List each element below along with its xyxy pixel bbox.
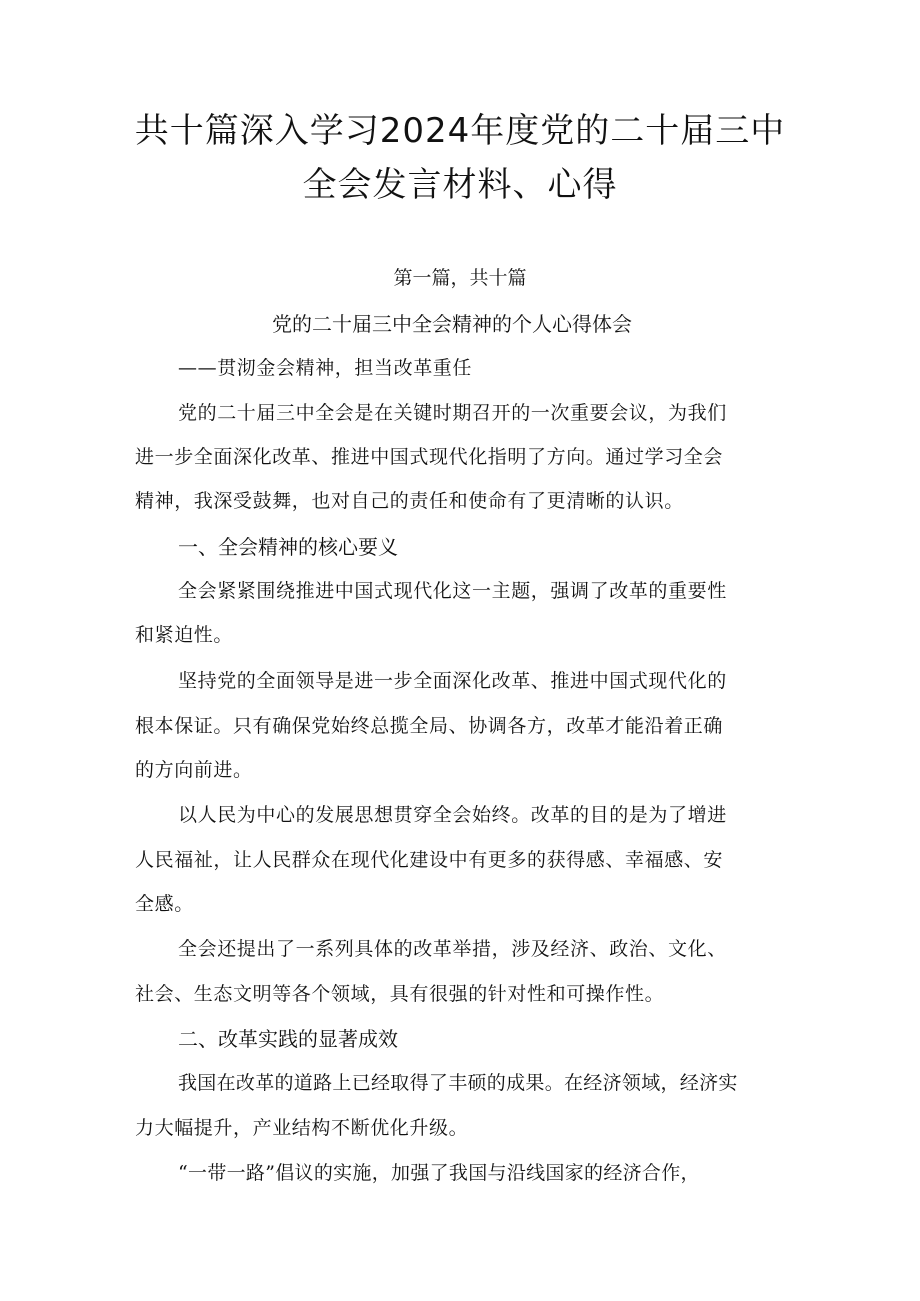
article-subtitle: ——贯沏金会精神，担当改革重任 bbox=[178, 357, 473, 379]
paragraph-4-line-1: 全会还提出了一系列具体的改革举措，涉及经济、政治、文化、 bbox=[178, 938, 727, 960]
intro-line-3: 精神，我深受鼓舞，也对自己的责任和使命有了更清晰的认识。 bbox=[135, 490, 684, 512]
paragraph-2-line-1: 坚持党的全面领导是进一步全面深化改革、推进中国式现代化的 bbox=[178, 670, 727, 692]
intro-line-2: 进一步全面深化改革、推进中国式现代化指明了方向。通过学习全会 bbox=[135, 446, 724, 468]
paragraph-6-line-1: “一带一路”倡议的实施，加强了我国与沿线国家的经济合作， bbox=[178, 1162, 700, 1184]
intro-line-1: 党的二十届三中全会是在关键时期召开的一次重要会议，为我们 bbox=[178, 402, 727, 424]
paragraph-1-line-1: 全会紧紧围绕推进中国式现代化这一主题，强调了改革的重要性 bbox=[178, 580, 727, 602]
paragraph-4-line-2: 社会、生态文明等各个领域，具有很强的针对性和可操作性。 bbox=[135, 983, 665, 1005]
document-title-line-2: 全会发言材料、心得 bbox=[302, 165, 618, 205]
paragraph-5-line-2: 力大幅提升，产业结构不断优化升级。 bbox=[135, 1117, 469, 1139]
document-title-line-1: 共十篇深入学习2024年度党的二十届三中 bbox=[134, 111, 786, 151]
paragraph-1-line-2: 和紧迫性。 bbox=[135, 624, 234, 646]
article-title: 党的二十届三中全会精神的个人心得体会 bbox=[272, 312, 632, 336]
section-heading-2: 二、改革实践的显著成效 bbox=[178, 1027, 398, 1051]
paragraph-3-line-2: 人民福祉，让人民群众在现代化建设中有更多的获得感、幸福感、安 bbox=[135, 849, 724, 871]
section-heading-1: 一、全会精神的核心要义 bbox=[178, 535, 398, 559]
paragraph-3-line-1: 以人民为中心的发展思想贯穿全会始终。改革的目的是为了增进 bbox=[178, 804, 727, 826]
paragraph-3-line-3: 全感。 bbox=[135, 893, 194, 915]
paragraph-2-line-2: 根本保证。只有确保党始终总揽全局、协调各方，改革才能沿着正确 bbox=[135, 715, 724, 737]
section-label: 第一篇，共十篇 bbox=[393, 267, 527, 289]
paragraph-5-line-1: 我国在改革的道路上已经取得了丰硕的成果。在经济领域，经济实 bbox=[178, 1072, 738, 1094]
paragraph-2-line-3: 的方向前进。 bbox=[135, 759, 253, 781]
